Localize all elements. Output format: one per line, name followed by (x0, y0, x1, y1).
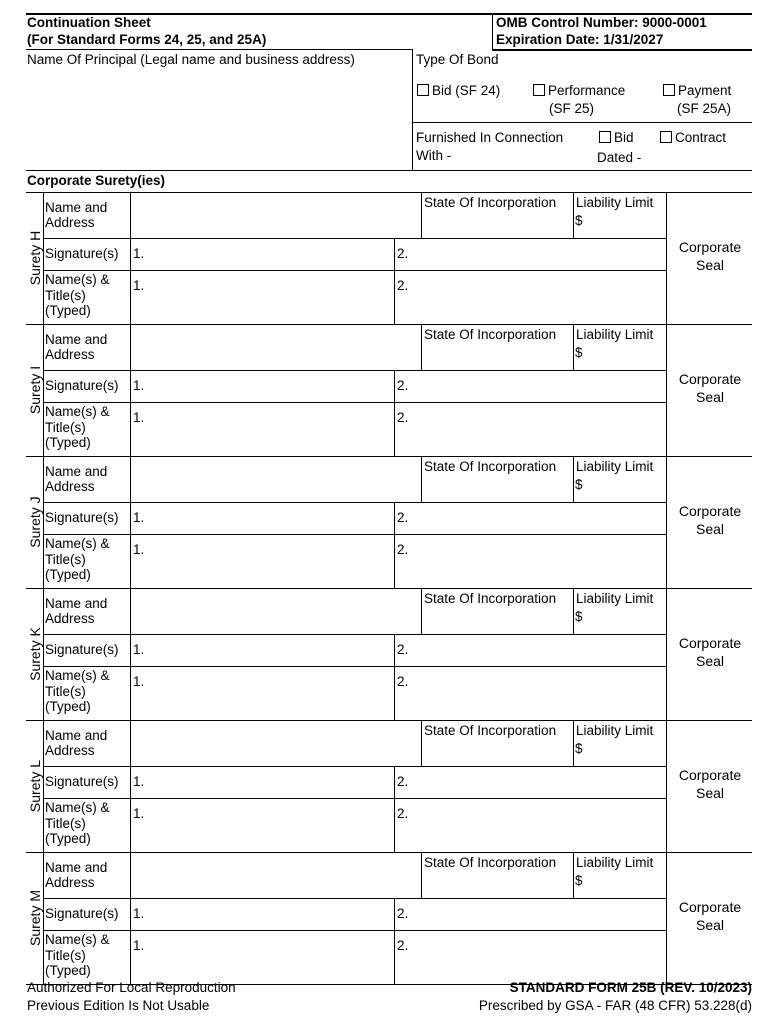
surety-l-top-rule (26, 720, 752, 721)
surety-i-top-rule (26, 324, 752, 325)
surety-i-name-2-field[interactable] (412, 404, 664, 454)
surety-h-name-2-num: 2. (397, 278, 409, 293)
surety-j-field-divider (130, 456, 131, 588)
surety-i-signature-1-field[interactable] (148, 372, 392, 400)
payment-label: Payment (678, 83, 732, 98)
surety-m-label: Surety M (27, 890, 43, 947)
surety-l-label-divider (43, 720, 44, 852)
surety-h-state-divider (421, 192, 422, 238)
surety-m-name-2-num: 2. (397, 938, 409, 953)
surety-h-name-2-field[interactable] (412, 272, 664, 322)
header-divider (492, 13, 493, 50)
surety-j-state-divider (421, 456, 422, 502)
expiration-date: Expiration Date: 1/31/2027 (496, 32, 664, 47)
surety-l-name-1-field[interactable] (148, 800, 392, 850)
surety-k-name-1-field[interactable] (148, 668, 392, 718)
surety-l-label: Surety L (27, 759, 43, 813)
surety-l-names-label: Name(s) & Title(s) (Typed) (45, 800, 110, 846)
surety-k-name-2-num: 2. (397, 674, 409, 689)
performance-option[interactable] (533, 83, 625, 99)
performance-label: Performance (548, 83, 626, 98)
surety-m-state-divider (421, 852, 422, 898)
surety-i-corporate-seal: Corporate Seal (678, 371, 742, 405)
surety-l-signature-2-field[interactable] (412, 768, 664, 796)
surety-l-col2-divider (394, 766, 395, 852)
surety-h-signature-2-field[interactable] (412, 240, 664, 268)
footer-authorized: Authorized For Local Reproduction (27, 980, 236, 995)
surety-l-name-address-label: Name and Address (45, 728, 108, 758)
surety-m-top-rule (26, 852, 752, 853)
surety-j-names-label: Name(s) & Title(s) (Typed) (45, 536, 110, 582)
surety-k-signature-label: Signature(s) (45, 642, 119, 657)
surety-i-row-rule-1 (43, 370, 666, 371)
type-of-bond-label: Type Of Bond (416, 52, 499, 67)
furnished-label: Furnished In Connection (416, 130, 564, 145)
surety-h-label-divider (43, 192, 44, 324)
bid-dated-option[interactable] (599, 130, 634, 146)
surety-j-liability-label: Liability Limit (576, 459, 654, 474)
surety-i-col2-divider (394, 370, 395, 456)
surety-k-state-label: State Of Incorporation (424, 591, 557, 606)
surety-j-row-rule-2 (43, 534, 666, 535)
payment-sub: (SF 25A) (677, 101, 732, 116)
surety-k-liability-label: Liability Limit (576, 591, 654, 606)
surety-i-dollar-sign: $ (575, 345, 583, 360)
principal-field[interactable] (27, 70, 410, 168)
surety-i-signature-label: Signature(s) (45, 378, 119, 393)
surety-m-liability-field[interactable] (585, 872, 665, 896)
surety-m-state-label: State Of Incorporation (424, 855, 557, 870)
surety-l-liability-label: Liability Limit (576, 723, 654, 738)
surety-h-names-label: Name(s) & Title(s) (Typed) (45, 272, 110, 318)
surety-m-signature-2-field[interactable] (412, 900, 664, 928)
surety-m-names-label: Name(s) & Title(s) (Typed) (45, 932, 110, 978)
surety-j-name-2-field[interactable] (412, 536, 664, 586)
surety-k-dollar-sign: $ (575, 609, 583, 624)
surety-m-dollar-sign: $ (575, 873, 583, 888)
surety-l-liability-field[interactable] (585, 740, 665, 764)
surety-l-row-rule-1 (43, 766, 666, 767)
surety-m-corporate-seal: Corporate Seal (678, 899, 742, 933)
surety-i-signature-2-field[interactable] (412, 372, 664, 400)
surety-j-corporate-seal: Corporate Seal (678, 503, 742, 537)
surety-j-col2-divider (394, 502, 395, 588)
surety-j-state-field[interactable] (423, 476, 571, 500)
surety-j-name-1-field[interactable] (148, 536, 392, 586)
surety-j-name-address-field[interactable] (132, 458, 419, 500)
surety-m-signature-1-field[interactable] (148, 900, 392, 928)
surety-h-top-rule (26, 192, 752, 193)
form-subtitle: (For Standard Forms 24, 25, and 25A) (27, 32, 267, 47)
surety-i-label-divider (43, 324, 44, 456)
surety-h-col2-divider (394, 238, 395, 324)
surety-l-state-label: State Of Incorporation (424, 723, 557, 738)
surety-h-field-divider (130, 192, 131, 324)
surety-j-signature-2-field[interactable] (412, 504, 664, 532)
surety-k-top-rule (26, 588, 752, 589)
surety-h-state-label: State Of Incorporation (424, 195, 557, 210)
contract-checkbox[interactable] (660, 131, 672, 143)
surety-j-liability-field[interactable] (585, 476, 665, 500)
surety-l-dollar-sign: $ (575, 741, 583, 756)
surety-m-label-divider (43, 852, 44, 984)
surety-j-sig-1-num: 1. (133, 510, 145, 525)
surety-j-name-2-num: 2. (397, 542, 409, 557)
surety-l-name-2-field[interactable] (412, 800, 664, 850)
performance-checkbox[interactable] (533, 84, 545, 96)
surety-l-sig-2-num: 2. (397, 774, 409, 789)
surety-i-names-label: Name(s) & Title(s) (Typed) (45, 404, 110, 450)
surety-l-name-1-num: 1. (133, 806, 145, 821)
dated-label: Dated - (597, 150, 642, 165)
surety-m-signature-label: Signature(s) (45, 906, 119, 921)
omb-control-number: OMB Control Number: 9000-0001 (496, 15, 707, 30)
surety-h-liability-label: Liability Limit (576, 195, 654, 210)
bid-dated-label: Bid (614, 130, 634, 145)
surety-i-liability-divider (573, 324, 574, 370)
surety-h-row-rule-2 (43, 270, 666, 271)
surety-i-sig-2-num: 2. (397, 378, 409, 393)
surety-l-corporate-seal: Corporate Seal (678, 767, 742, 801)
surety-m-name-2-field[interactable] (412, 932, 664, 982)
bond-rule (412, 122, 752, 123)
bid-dated-checkbox[interactable] (599, 131, 611, 143)
surety-k-label: Surety K (27, 627, 43, 681)
surety-k-name-address-label: Name and Address (45, 596, 108, 626)
surety-i-name-address-label: Name and Address (45, 332, 108, 362)
surety-m-liability-divider (573, 852, 574, 898)
surety-l-field-divider (130, 720, 131, 852)
surety-h-name-address-label: Name and Address (45, 200, 108, 230)
bid-sf24-label: Bid (SF 24) (432, 83, 501, 98)
surety-h-sig-1-num: 1. (133, 246, 145, 261)
surety-k-sig-1-num: 1. (133, 642, 145, 657)
surety-k-corporate-seal: Corporate Seal (678, 635, 742, 669)
surety-h-corporate-seal: Corporate Seal (678, 239, 742, 273)
sureties-top-rule (26, 170, 752, 171)
surety-i-state-field[interactable] (423, 344, 571, 368)
surety-l-state-field[interactable] (423, 740, 571, 764)
surety-l-state-divider (421, 720, 422, 766)
surety-i-name-address-field[interactable] (132, 326, 419, 368)
surety-h-name-address-field[interactable] (132, 194, 419, 236)
bid-sf24-option[interactable] (417, 83, 500, 99)
surety-h-label: Surety H (27, 230, 43, 286)
surety-k-name-1-num: 1. (133, 674, 145, 689)
surety-j-label: Surety J (27, 496, 43, 548)
surety-m-liability-label: Liability Limit (576, 855, 654, 870)
surety-m-name-1-field[interactable] (148, 932, 392, 982)
surety-l-name-2-num: 2. (397, 806, 409, 821)
surety-k-row-rule-2 (43, 666, 666, 667)
surety-m-sig-1-num: 1. (133, 906, 145, 921)
surety-k-signature-1-field[interactable] (148, 636, 392, 664)
surety-l-liability-divider (573, 720, 574, 766)
surety-l-signature-label: Signature(s) (45, 774, 119, 789)
surety-h-row-rule-1 (43, 238, 666, 239)
furnished-label-2: With - (416, 148, 452, 163)
surety-j-dollar-sign: $ (575, 477, 583, 492)
surety-k-row-rule-1 (43, 634, 666, 635)
surety-j-label-divider (43, 456, 44, 588)
footer-form-number: STANDARD FORM 25B (REV. 10/2023) (509, 980, 752, 995)
surety-i-name-2-num: 2. (397, 410, 409, 425)
surety-j-state-label: State Of Incorporation (424, 459, 557, 474)
surety-i-state-label: State Of Incorporation (424, 327, 557, 342)
surety-k-state-field[interactable] (423, 608, 571, 632)
surety-i-state-divider (421, 324, 422, 370)
surety-i-label: Surety I (27, 365, 43, 415)
surety-h-name-1-num: 1. (133, 278, 145, 293)
surety-h-signature-label: Signature(s) (45, 246, 119, 261)
surety-k-liability-divider (573, 588, 574, 634)
surety-j-row-rule-1 (43, 502, 666, 503)
payment-checkbox[interactable] (663, 84, 675, 96)
surety-k-label-divider (43, 588, 44, 720)
surety-j-sig-2-num: 2. (397, 510, 409, 525)
surety-k-state-divider (421, 588, 422, 634)
corporate-sureties-label: Corporate Surety(ies) (27, 173, 166, 188)
contract-option[interactable] (660, 130, 726, 146)
surety-k-liability-field[interactable] (585, 608, 665, 632)
form-title: Continuation Sheet (27, 15, 151, 30)
surety-m-state-field[interactable] (423, 872, 571, 896)
surety-j-liability-divider (573, 456, 574, 502)
surety-k-signature-2-field[interactable] (412, 636, 664, 664)
surety-m-sig-2-num: 2. (397, 906, 409, 921)
surety-l-name-address-field[interactable] (132, 722, 419, 764)
surety-k-names-label: Name(s) & Title(s) (Typed) (45, 668, 110, 714)
surety-k-sig-2-num: 2. (397, 642, 409, 657)
surety-j-signature-1-field[interactable] (148, 504, 392, 532)
surety-h-dollar-sign: $ (575, 213, 583, 228)
surety-m-col2-divider (394, 898, 395, 984)
footer-prescribed: Prescribed by GSA - FAR (48 CFR) 53.228(d) (478, 998, 752, 1013)
surety-m-name-address-label: Name and Address (45, 860, 108, 890)
surety-l-row-rule-2 (43, 798, 666, 799)
surety-j-name-address-label: Name and Address (45, 464, 108, 494)
surety-h-sig-2-num: 2. (397, 246, 409, 261)
surety-i-liability-field[interactable] (585, 344, 665, 368)
surety-h-liability-field[interactable] (585, 212, 665, 236)
bid-sf24-checkbox[interactable] (417, 84, 429, 96)
performance-sub: (SF 25) (549, 101, 595, 116)
surety-i-name-1-field[interactable] (148, 404, 392, 454)
surety-j-signature-label: Signature(s) (45, 510, 119, 525)
surety-m-name-1-num: 1. (133, 938, 145, 953)
surety-m-row-rule-1 (43, 898, 666, 899)
surety-m-field-divider (130, 852, 131, 984)
surety-h-name-1-field[interactable] (148, 272, 392, 322)
surety-k-name-2-field[interactable] (412, 668, 664, 718)
surety-h-state-field[interactable] (423, 212, 571, 236)
header-rule-right (492, 49, 752, 51)
surety-m-name-address-field[interactable] (132, 854, 419, 896)
contract-label: Contract (675, 130, 727, 145)
surety-k-name-address-field[interactable] (132, 590, 419, 632)
footer-previous-edition: Previous Edition Is Not Usable (27, 998, 210, 1013)
surety-i-row-rule-2 (43, 402, 666, 403)
surety-k-col2-divider (394, 634, 395, 720)
surety-m-row-rule-2 (43, 930, 666, 931)
principal-label: Name Of Principal (Legal name and business address) (27, 52, 355, 67)
surety-l-sig-1-num: 1. (133, 774, 145, 789)
surety-i-field-divider (130, 324, 131, 456)
surety-i-name-1-num: 1. (133, 410, 145, 425)
principal-divider (412, 49, 413, 170)
surety-j-name-1-num: 1. (133, 542, 145, 557)
header-rule-left (26, 49, 412, 50)
surety-h-signature-1-field[interactable] (148, 240, 392, 268)
payment-option[interactable] (663, 83, 731, 99)
surety-i-liability-label: Liability Limit (576, 327, 654, 342)
surety-j-top-rule (26, 456, 752, 457)
surety-l-signature-1-field[interactable] (148, 768, 392, 796)
surety-h-liability-divider (573, 192, 574, 238)
surety-k-field-divider (130, 588, 131, 720)
surety-i-sig-1-num: 1. (133, 378, 145, 393)
